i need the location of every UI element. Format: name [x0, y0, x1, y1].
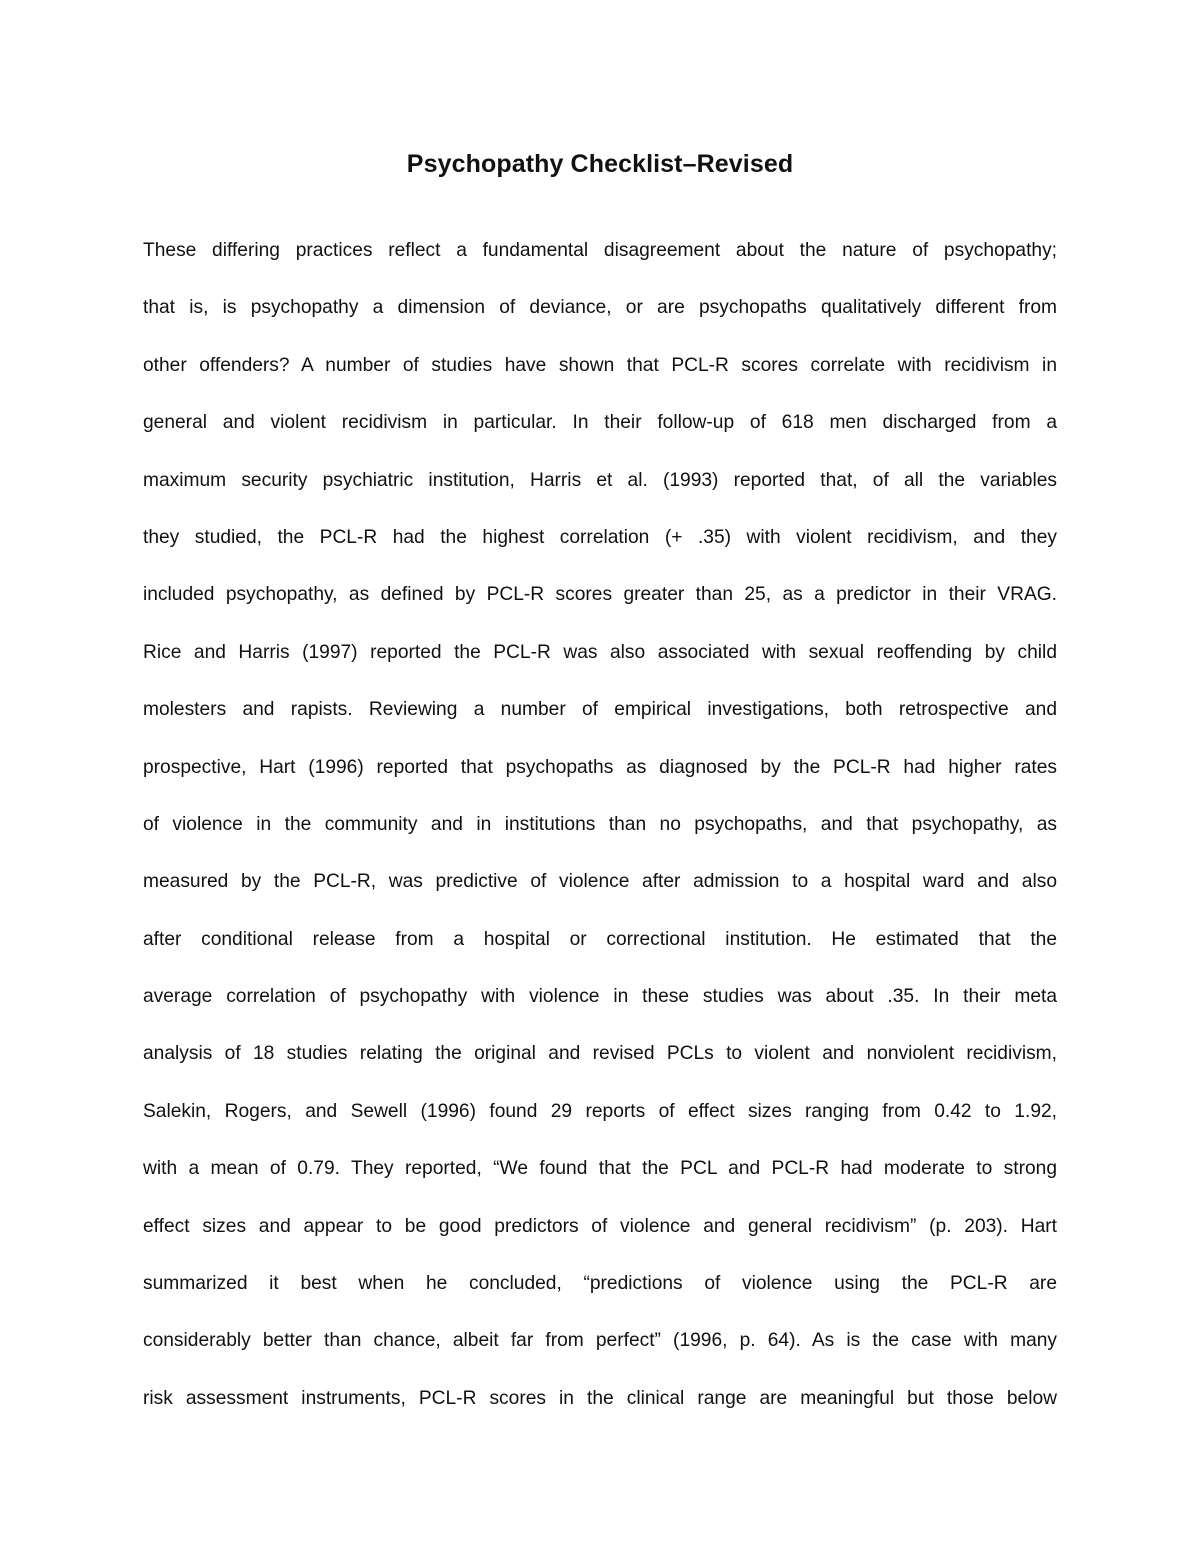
paragraph-line: molesters and rapists. Reviewing a number of empirical investigations, both retrospective and	[143, 699, 1057, 721]
paragraph-line: effect sizes and appear to be good predictors of violence and general recidivism” (p. 203). Hart	[143, 1215, 1057, 1237]
document-title: Psychopathy Checklist–Revised	[406, 150, 794, 178]
paragraph-line: with a mean of 0.79. They reported, “We found that the PCL and PCL-R had moderate to strong	[143, 1158, 1057, 1180]
paragraph-line: general and violent recidivism in particular. In their follow-up of 618 men discharged from a	[143, 412, 1057, 434]
paragraph-line: after conditional release from a hospital or correctional institution. He estimated that the	[143, 928, 1057, 950]
paragraph-line: Rice and Harris (1997) reported the PCL-R was also associated with sexual reoffending by child	[143, 641, 1057, 663]
paragraph-line: risk assessment instruments, PCL-R scores in the clinical range are meaningful but those below	[143, 1387, 1057, 1409]
paragraph-line: measured by the PCL-R, was predictive of violence after admission to a hospital ward and also	[143, 871, 1057, 893]
paragraph-line: prospective, Hart (1996) reported that psychopaths as diagnosed by the PCL-R had higher rates	[143, 756, 1057, 778]
paragraph-line: maximum security psychiatric institution, Harris et al. (1993) reported that, of all the variables	[143, 469, 1057, 491]
paragraph-line: of violence in the community and in institutions than no psychopaths, and that psychopathy, as	[143, 813, 1057, 835]
paragraph-line: These differing practices reflect a fundamental disagreement about the nature of psychopathy;	[143, 240, 1057, 261]
paragraph-line: included psychopathy, as defined by PCL-R scores greater than 25, as a predictor in their VRAG.	[143, 584, 1057, 606]
paragraph-line: Salekin, Rogers, and Sewell (1996) found 29 reports of effect sizes ranging from 0.42 to 1.92,	[143, 1100, 1057, 1122]
paragraph-line: average correlation of psychopathy with violence in these studies was about .35. In their meta	[143, 986, 1057, 1008]
paragraph-line: other offenders? A number of studies have shown that PCL-R scores correlate with recidivism in	[143, 354, 1057, 376]
paragraph-line: they studied, the PCL-R had the highest correlation (+ .35) with violent recidivism, and they	[143, 526, 1057, 548]
body-paragraph	[143, 222, 1057, 1427]
paragraph-line: considerably better than chance, albeit far from perfect” (1996, p. 64). As is the case with many	[143, 1330, 1057, 1352]
paragraph-line: that is, is psychopathy a dimension of deviance, or are psychopaths qualitatively different from	[143, 297, 1057, 319]
paragraph-line: summarized it best when he concluded, “predictions of violence using the PCL-R are	[143, 1273, 1057, 1295]
paragraph-line: analysis of 18 studies relating the original and revised PCLs to violent and nonviolent recidivism,	[143, 1043, 1057, 1065]
